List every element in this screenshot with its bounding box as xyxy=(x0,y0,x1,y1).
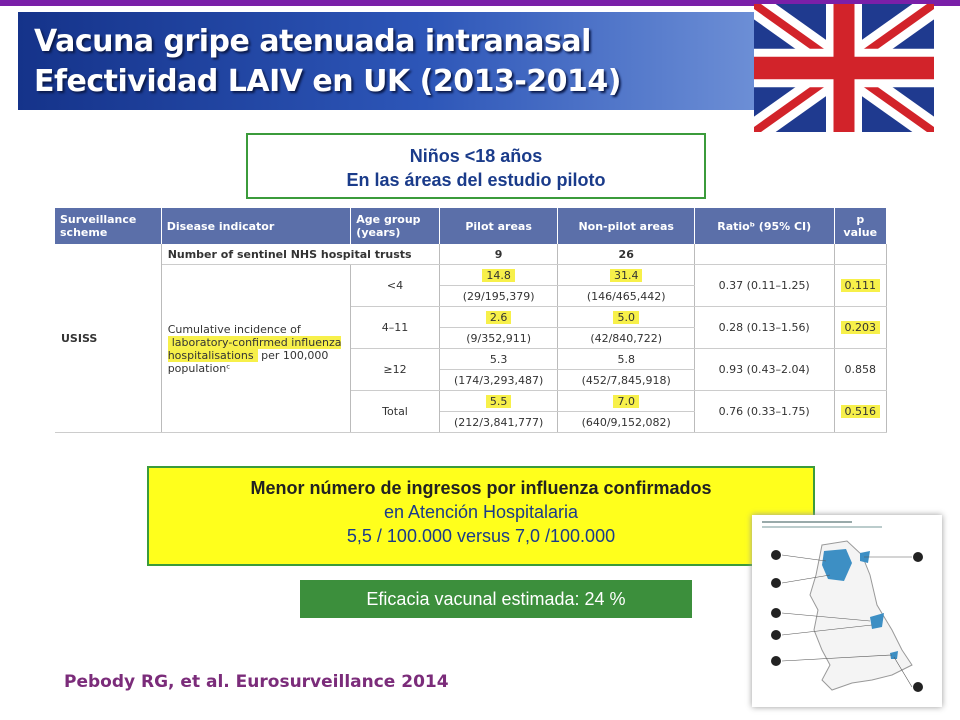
kids-box-line1: Niños <18 años xyxy=(409,146,543,166)
results-table-image xyxy=(55,208,887,450)
p-value: 0.111 xyxy=(841,279,881,292)
header-ratio: Ratioᵇ (95% CI) xyxy=(694,208,834,244)
trusts-pilot: 9 xyxy=(439,244,558,265)
nonpilot-count: (640/9,152,082) xyxy=(558,412,694,433)
slide-title-line2: Efectividad LAIV en UK (2013-2014) xyxy=(34,64,621,99)
indicator-text-2: per 100,000 populationᶜ xyxy=(167,348,329,375)
table-row-age: ≥12 xyxy=(351,349,439,391)
children-under-18-box xyxy=(246,133,706,199)
ratio-cell: 0.76 (0.33–1.75) xyxy=(694,391,834,433)
p-value: 0.516 xyxy=(841,405,881,418)
trusts-label: Number of sentinel NHS hospital trusts xyxy=(161,244,439,265)
header-indicator: Disease indicator xyxy=(161,208,351,244)
efficacy-box: Eficacia vacunal estimada: 24 % xyxy=(300,580,692,618)
table-row-age: <4 xyxy=(351,265,439,307)
kids-box-line2: En las áreas del estudio piloto xyxy=(346,170,606,190)
nonpilot-rate: 5.8 xyxy=(558,349,694,370)
indicator-text-1: Cumulative incidence of xyxy=(167,322,301,336)
admissions-setting: en Atención Hospitalaria xyxy=(383,502,579,522)
pilot-rate: 5.5 xyxy=(486,395,512,408)
header-scheme: Surveillance scheme xyxy=(55,208,161,244)
table-row-age: 4–11 xyxy=(351,307,439,349)
nonpilot-rate: 5.0 xyxy=(613,311,639,324)
nonpilot-count: (452/7,845,918) xyxy=(558,370,694,391)
ratio-cell: 0.93 (0.43–2.04) xyxy=(694,349,834,391)
nonpilot-count: (146/465,442) xyxy=(558,286,694,307)
nonpilot-count: (42/840,722) xyxy=(558,328,694,349)
table-row-age: Total xyxy=(351,391,439,433)
header-age: Age group (years) xyxy=(351,208,439,244)
admissions-headline: Menor número de ingresos por influenza confirmados xyxy=(250,478,712,498)
pilot-rate: 14.8 xyxy=(482,269,515,282)
pilot-count: (212/3,841,777) xyxy=(439,412,558,433)
pilot-count: (29/195,379) xyxy=(439,286,558,307)
citation: Pebody RG, et al. Eurosurveillance 2014 xyxy=(64,672,449,692)
p-value: 0.203 xyxy=(841,321,881,334)
pilot-rate: 2.6 xyxy=(486,311,512,324)
trusts-nonpilot: 26 xyxy=(558,244,694,265)
uk-map-figure xyxy=(752,515,942,707)
results-table xyxy=(55,208,887,433)
indicator-highlight: laboratory-confirmed influenza hospitalisations xyxy=(167,335,342,362)
header-p-value: p value xyxy=(834,208,887,244)
scheme-cell: USISS xyxy=(55,244,161,433)
title-banner xyxy=(18,12,758,110)
nonpilot-rate: 31.4 xyxy=(610,269,643,282)
ratio-cell: 0.37 (0.11–1.25) xyxy=(694,265,834,307)
header-pilot: Pilot areas xyxy=(439,208,558,244)
pilot-count: (9/352,911) xyxy=(439,328,558,349)
hospital-admissions-box xyxy=(147,466,815,566)
header-nonpilot: Non-pilot areas xyxy=(558,208,694,244)
indicator-cell xyxy=(161,265,351,433)
p-value: 0.858 xyxy=(834,349,887,391)
uk-flag-image xyxy=(754,4,934,132)
pilot-count: (174/3,293,487) xyxy=(439,370,558,391)
nonpilot-rate: 7.0 xyxy=(613,395,639,408)
pilot-rate: 5.3 xyxy=(439,349,558,370)
slide-title-line1: Vacuna gripe atenuada intranasal xyxy=(34,24,591,59)
ratio-cell: 0.28 (0.13–1.56) xyxy=(694,307,834,349)
admissions-rates: 5,5 / 100.000 versus 7,0 /100.000 xyxy=(346,526,616,546)
